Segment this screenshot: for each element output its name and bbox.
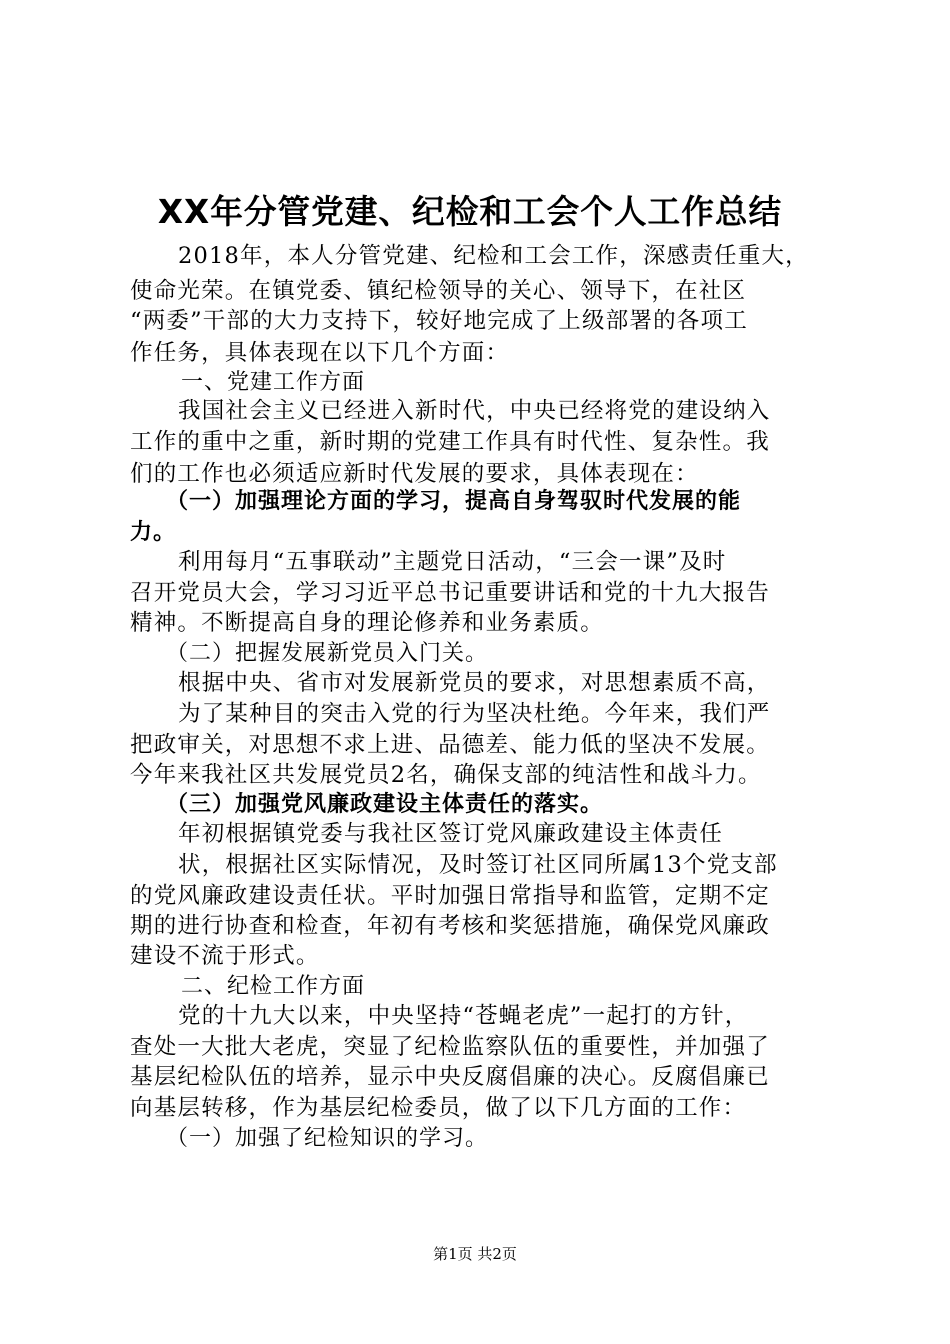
paragraph-line: 利用每月“五事联动”主题党日活动，“三会一课”及时 [178,549,727,575]
paragraph-line: 建设不流于形式。 [130,943,320,969]
subsection-heading: 力。 [130,520,177,545]
page-footer: 第1页 共2页 [433,1245,517,1263]
paragraph-line: 使命光荣。在镇党委、镇纪检领导的关心、领导下，在社区 [130,278,747,304]
section-heading: 二、纪检工作方面 [181,974,366,999]
paragraph-line: 向基层转移，作为基层纪检委员，做了以下几方面的工作： [130,1095,747,1121]
paragraph-line: 年初根据镇党委与我社区签订党风廉政建设主体责任 [178,821,724,847]
paragraph-line: 今年来我社区共发展党员2名，确保支部的纯洁性和战斗力。 [130,762,762,788]
paragraph-line: 把政审关，对思想不求上进、品德差、能力低的坚决不发展。 [130,732,770,758]
paragraph-line: 查处一大批大老虎，突显了纪检监察队伍的重要性，并加强了 [130,1034,770,1060]
paragraph-line: 状，根据社区实际情况，及时签订社区同所属13个党支部 [178,852,778,878]
paragraph-line: 作任务，具体表现在以下几个方面： [130,340,510,366]
paragraph-line: 2018年，本人分管党建、纪检和工会工作，深感责任重大， [178,243,809,269]
section-heading: 一、党建工作方面 [181,370,366,395]
paragraph-line: 党的十九大以来，中央坚持“苍蝇老虎”一起打的方针， [178,1003,749,1029]
paragraph-line: 期的进行协查和检查，年初有考核和奖惩措施，确保党风廉政 [130,913,770,939]
document-title: XX年分管党建、纪检和工会个人工作总结 [157,192,783,231]
paragraph-line: 们的工作也必须适应新时代发展的要求，具体表现在： [130,461,699,487]
paragraph-line: 根据中央、省市对发展新党员的要求，对思想素质不高， [178,670,771,696]
paragraph-line: 召开党员大会，学习习近平总书记重要讲话和党的十九大报告 [130,580,770,606]
paragraph-line: 工作的重中之重，新时期的党建工作具有时代性、复杂性。我 [130,429,770,455]
paragraph-line: 的党风廉政建设责任状。平时加强日常指导和监管，定期不定 [130,883,770,909]
paragraph-line: 我国社会主义已经进入新时代，中央已经将党的建设纳入 [178,398,771,424]
paragraph-line: “两委”干部的大力支持下，较好地完成了上级部署的各项工 [130,308,748,334]
subsection-heading: （一）加强理论方面的学习，提高自身驾驭时代发展的能 [166,489,742,514]
subsection-heading: （二）把握发展新党员入门关。 [166,641,489,666]
paragraph-line: 精神。不断提高自身的理论修养和业务素质。 [130,610,605,636]
subsection-heading: （三）加强党风廉政建设主体责任的落实。 [166,792,604,817]
subsection-heading: （一）加强了纪检知识的学习。 [166,1126,489,1151]
paragraph-line: 基层纪检队伍的培养，显示中央反腐倡廉的决心。反腐倡廉已 [130,1064,770,1090]
paragraph-line: 为了某种目的突击入党的行为坚决杜绝。今年来，我们严 [178,701,771,727]
